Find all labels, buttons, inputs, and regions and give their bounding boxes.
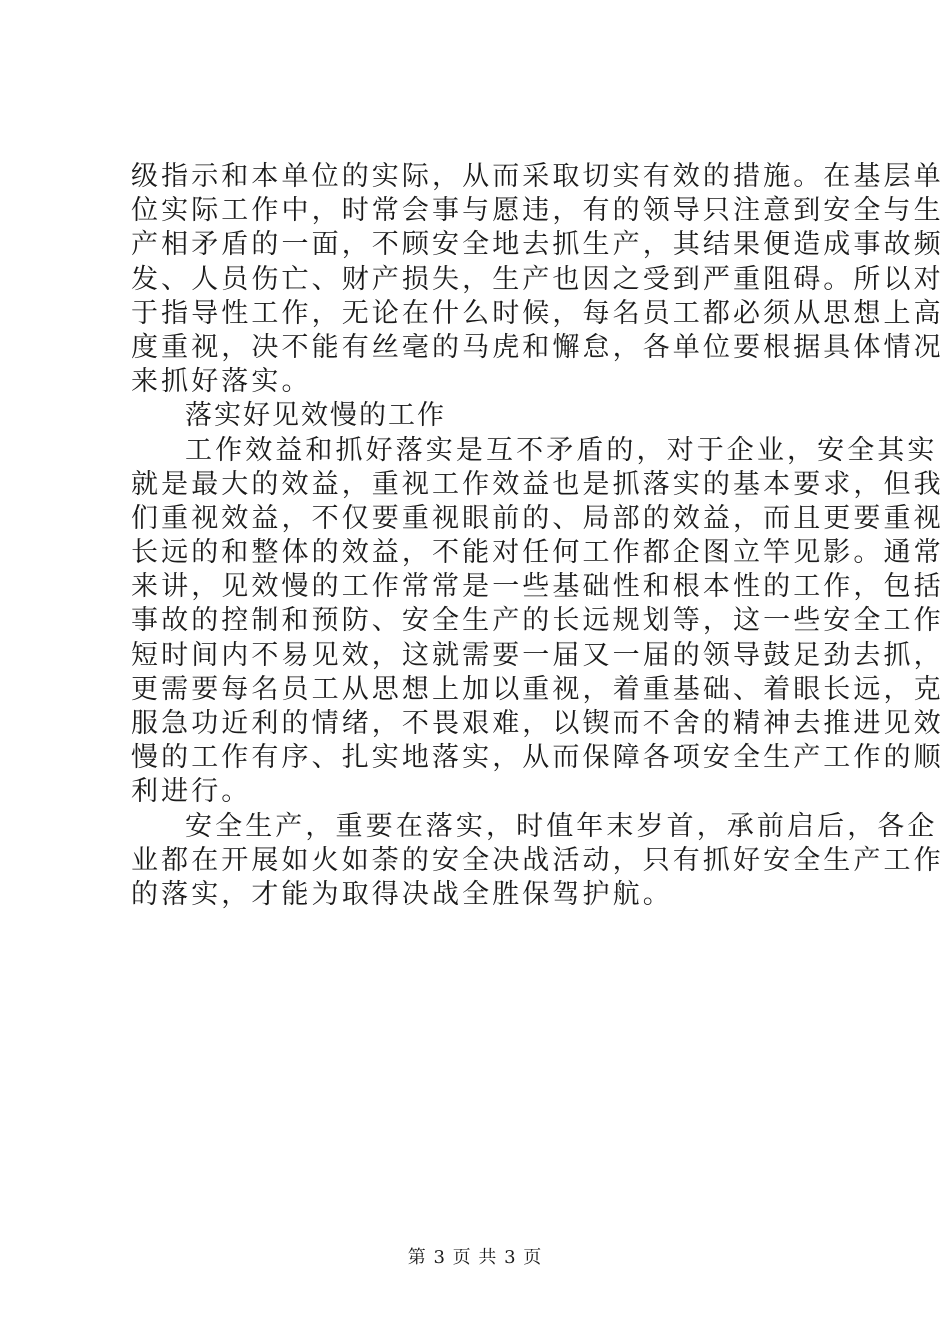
text-line: 于指导性工作，无论在什么时候，每名员工都必须从思想上高	[131, 297, 944, 329]
text-line: 的落实，才能为取得决战全胜保驾护航。	[131, 878, 673, 910]
text-line: 利进行。	[131, 776, 252, 808]
text-line: 安全生产，重要在落实，时值年末岁首，承前启后，各企	[185, 810, 938, 842]
text-line: 服急功近利的情绪，不畏艰难，以锲而不舍的精神去推进见效	[131, 708, 944, 739]
page-number-label: 第 3 页 共 3 页	[407, 1247, 543, 1268]
text-line: 就是最大的效益，重视工作效益也是抓落实的基本要求，但我	[131, 468, 944, 500]
text-line: 级指示和本单位的实际，从而采取切实有效的措施。在基层单	[131, 161, 944, 192]
text-line: 来讲，见效慢的工作常常是一些基础性和根本性的工作，包括	[131, 571, 944, 603]
text-line: 们重视效益，不仅要重视眼前的、局部的效益，而且更要重视	[131, 502, 944, 534]
text-line: 位实际工作中，时常会事与愿违，有的领导只注意到安全与生	[131, 195, 944, 227]
section-heading	[131, 399, 845, 433]
paragraph-slow-effect-work	[131, 434, 944, 810]
text-line: 长远的和整体的效益，不能对任何工作都企图立竿见影。通常	[131, 537, 944, 569]
text-line: 慢的工作有序、扎实地落实，从而保障各项安全生产工作的顺	[131, 742, 944, 774]
text-line: 更需要每名员工从思想上加以重视，着重基础、着眼长远，克	[131, 673, 944, 705]
page-footer	[0, 1243, 950, 1269]
text-line: 业都在开展如火如荼的安全决战活动，只有抓好安全生产工作	[131, 844, 944, 876]
paragraph-conclusion	[131, 810, 944, 913]
text-line: 度重视，决不能有丝毫的马虎和懈怠，各单位要根据具体情况	[131, 331, 944, 363]
section-heading-text: 落实好见效慢的工作	[185, 400, 446, 432]
text-line: 来抓好落实。	[131, 366, 312, 398]
text-line: 事故的控制和预防、安全生产的长远规划等，这一些安全工作	[131, 605, 944, 637]
text-line: 发、人员伤亡、财产损失，生产也因之受到严重阻碍。所以对	[131, 263, 944, 295]
document-body	[131, 160, 944, 912]
paragraph-continuation	[131, 160, 944, 399]
text-line: 短时间内不易见效，这就需要一届又一届的领导鼓足劲去抓，	[131, 639, 944, 671]
text-line: 产相矛盾的一面，不顾安全地去抓生产，其结果便造成事故频	[131, 229, 944, 261]
text-line: 工作效益和抓好落实是互不矛盾的，对于企业，安全其实	[185, 434, 938, 466]
